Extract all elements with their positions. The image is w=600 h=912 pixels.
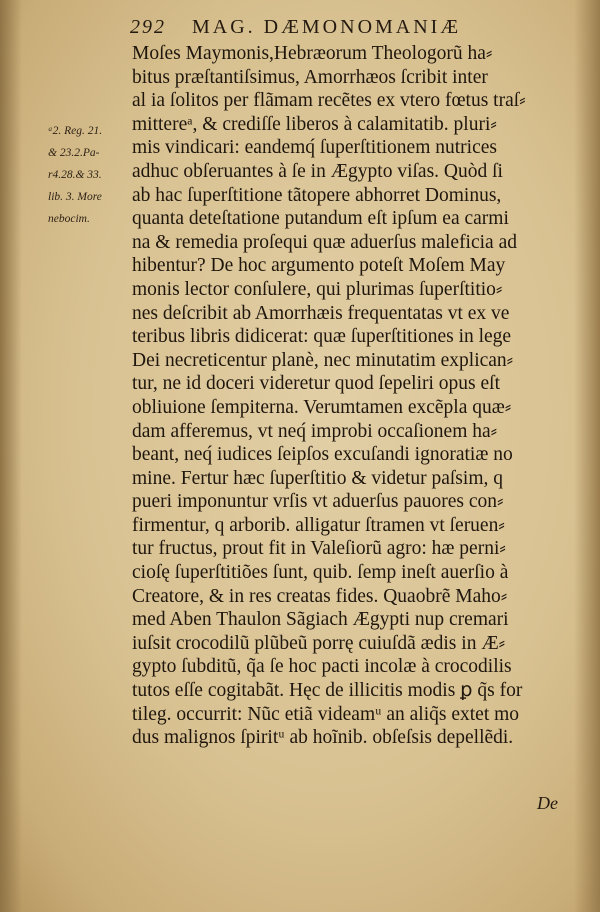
text-line: Creatore, & in res creatas fides. Quaobrẽ Maho⸗ (132, 585, 508, 607)
text-line: na & remedia proſequi quæ aduerſus maleficia ad (132, 231, 517, 253)
text-line: quanta deteſtatione putandum eſt ipſum ea carmi (132, 208, 509, 230)
text-line: Dei necreticentur planè, nec minutatim explican⸗ (132, 349, 514, 371)
margin-note-line: lib. 3. More (48, 191, 102, 203)
text-line: mis vindicari: eandemq́ ſuperſtitionem nutrices (132, 137, 497, 159)
text-line: med Aben Thaulon Sãgiach Ægypti nup cremari (132, 609, 509, 631)
text-line: iuſsit crocodilũ plũbeũ porrę cuiuſdã ædis in Æ⸗ (132, 632, 506, 654)
margin-note-line: nebocim. (48, 213, 90, 225)
text-line: cioſę ſuperſtitiões ſunt, quib. ſemp ineſt auerſio à (132, 562, 509, 584)
text-line: tur fructus, prout fit in Valeſiorũ agro: hæ perni⸗ (132, 538, 506, 560)
text-line: monis lector conſulere, qui plurimas ſuperſtitio⸗ (132, 278, 503, 300)
text-line: beant, neq́ iudices ſeipſos excuſandi ignoratiæ no (132, 444, 513, 466)
margin-note-line: ᵃ2. Reg. 21. (48, 125, 103, 137)
text-line: hibentur? De hoc argumento poteſt Moſem May (132, 255, 506, 277)
text-line: dus malignos ſpiritᵘ ab hoĩnib. obſeſsis depellẽdi. (132, 727, 514, 749)
text-line: tileg. occurrit: Nũc etiã videamᵘ an aliq̃s extet mo (132, 703, 520, 725)
catchword: De (537, 793, 558, 813)
text-line: gypto ſubditũ, q̃a ſe hoc pacti incolæ à crocodilis (132, 656, 512, 678)
text-line: al ia ſolitos per flãmam recẽtes ex vtero fœtus traſ⸗ (132, 90, 526, 112)
text-line: obliuione ſempiterna. Verumtamen excẽpla quæ⸗ (132, 396, 512, 418)
text-line: pueri imponuntur vrſis vt aduerſus pauores con⸗ (132, 491, 504, 513)
page-number: 292 (130, 16, 166, 38)
text-line: bitus præſtantiſsimus, Amorrhæos ſcribit inter (132, 66, 488, 88)
text-line: dam afferemus, vt neq́ improbi occaſionem ha⸗ (132, 420, 498, 442)
text-line: teribus libris didicerat: quæ ſuperſtitiones in lege (132, 326, 512, 348)
text-line: mine. Fertur hæc ſuperſtitio & videtur paſsim, q (132, 467, 503, 489)
body-text (132, 42, 572, 750)
margin-notes (48, 120, 132, 230)
text-line: tur, ne id doceri videretur quod ſepeliri opus eſt (132, 373, 500, 395)
text-line: mittereᵃ, & crediſſe liberos à calamitatib. pluri⸗ (132, 113, 497, 135)
margin-note-line: r4.28.& 33. (48, 169, 102, 181)
margin-note-line: & 23.2.Pa- (48, 147, 100, 159)
text-line: ab hac ſuperſtitione tãtopere abhorret Dominus, (132, 184, 502, 206)
running-title: MAG. DÆMONOMANIÆ (192, 16, 462, 38)
text-line: Moſes Maymonis,Hebræorum Theologorũ ha⸗ (132, 43, 493, 64)
text-line: adhuc obſeruantes à ſe in Ægypto viſas. Quòd ſi (132, 160, 503, 182)
page-shadow-right (574, 0, 600, 912)
text-line: nes deſcribit ab Amorrhæis frequentatas vt ex ve (132, 302, 510, 324)
page-shadow-left (0, 0, 22, 912)
text-line: tutos eſſe cogitabãt. Hęc de illicitis modis ꝑ q̃s for (132, 680, 523, 702)
text-line: firmentur, q arborib. alligatur ſtramen vt ſeruen⸗ (132, 514, 505, 536)
